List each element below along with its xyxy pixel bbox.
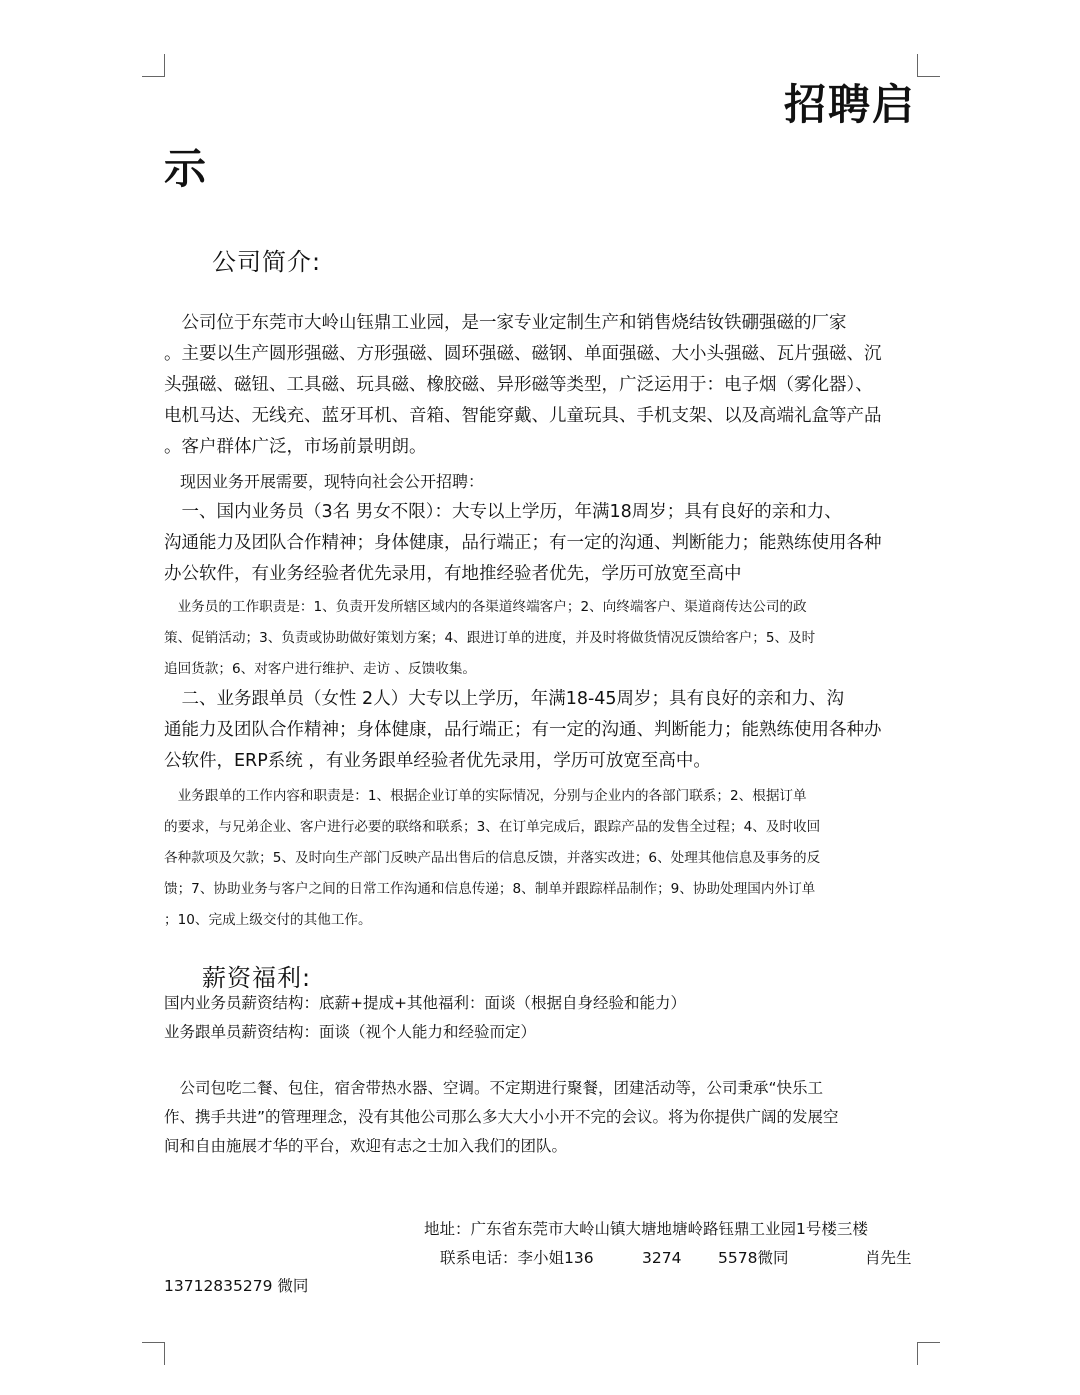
job2-line: 公软件，ERP系统 ，有业务跟单经验者优先录用，学历可放宽至高中。 [164, 751, 711, 771]
job1-duty-line: 策、促销活动；3、负责或协助做好策划方案；4、跟进订单的进度，并及时将做货情况反馈给客户；5、及时 [164, 630, 816, 646]
job1-line: 一、国内业务员（3名 男女不限）：大专以上学历，年满18周岁；具有良好的亲和力、 [164, 502, 842, 522]
second-contact-phone: 13712835279 微同 [164, 1277, 309, 1295]
job2-duty-line: 的要求，与兄弟企业、客户进行必要的联络和联系；3、在订单完成后，跟踪产品的发售全过程；4、及时收回 [164, 819, 821, 835]
intro-line: 头强磁、磁钮、工具磁、玩具磁、橡胶磁、异形磁等类型，广泛运用于：电子烟（雾化器）、 [164, 375, 873, 395]
job2-line: 二、业务跟单员（女性 2人）大专以上学历，年满18-45周岁；具有良好的亲和力、沟 [164, 689, 845, 709]
address-line: 地址：广东省东莞市大岭山镇大塘地塘岭路钰鼎工业园1号楼三楼 [424, 1220, 868, 1238]
recruit-notice-line: 现因业务开展需要，现特向社会公开招聘： [164, 472, 485, 491]
job2-duty-line: 各种款项及欠款；5、及时向生产部门反映产品出售后的信息反馈，并落实改进；6、处理其他信息及事务的反 [164, 850, 821, 866]
phone-end: 5578微同 [718, 1249, 789, 1267]
welfare-line: 间和自由施展才华的平台，欢迎有志之士加入我们的团队。 [164, 1137, 568, 1155]
second-contact-name: 肖先生 [865, 1249, 912, 1267]
intro-line: 。主要以生产圆形强磁、方形强磁、圆环强磁、磁钢、单面强磁、大小头强磁、瓦片强磁、沉 [164, 344, 882, 364]
job2-duty-line: 馈；7、协助业务与客户之间的日常工作沟通和信息传递；8、制单并跟踪样品制作；9、协助处理国内外订单 [164, 881, 816, 897]
job2-duty-line: ；10、完成上级交付的其他工作。 [164, 912, 372, 928]
welfare-line: 作、携手共进”的管理理念，没有其他公司那么多大大小小开不完的会议。将为你提供广阔的发展空 [164, 1108, 839, 1126]
phone-middle: 3274 [642, 1249, 682, 1267]
crop-mark-bottom-right [917, 1342, 940, 1365]
intro-line: 公司位于东莞市大岭山钰鼎工业园，是一家专业定制生产和销售烧结钕铁硼强磁的厂家 [164, 313, 847, 333]
crop-mark-bottom-left [142, 1342, 165, 1365]
intro-line: 电机马达、无线充、蓝牙耳机、音箱、智能穿戴、儿童玩具、手机支架、以及高端礼盒等产品 [164, 406, 882, 426]
welfare-line: 公司包吃二餐、包住，宿舍带热水器、空调。不定期进行聚餐，团建活动等，公司秉承“快乐工 [164, 1079, 824, 1097]
job1-line: 沟通能力及团队合作精神；身体健康，品行端正；有一定的沟通、判断能力；能熟练使用各种 [164, 533, 882, 553]
page-title-part-1: 招聘启 [784, 80, 917, 129]
job1-duty-line: 业务员的工作职责是：1、负责开发所辖区域内的各渠道终端客户；2、向终端客户、渠道商传达公司的政 [164, 599, 807, 615]
job1-line: 办公软件，有业务经验者优先录用，有地推经验者优先，学历可放宽至高中 [164, 564, 742, 584]
intro-heading: 公司简介: [212, 248, 322, 276]
phone-label: 联系电话：李小姐136 [440, 1249, 594, 1267]
job1-duty-line: 追回货款；6、对客户进行维护、走访 、反馈收集。 [164, 661, 477, 677]
salary-line: 国内业务员薪资结构：底薪+提成+其他福利：面谈（根据自身经验和能力） [164, 994, 686, 1012]
intro-line: 。客户群体广泛，市场前景明朗。 [164, 437, 427, 457]
crop-mark-top-left [142, 54, 165, 77]
crop-mark-top-right [917, 54, 940, 77]
job2-duty-line: 业务跟单的工作内容和职责是：1、根据企业订单的实际情况，分别与企业内的各部门联系；2、根据订单 [164, 788, 807, 804]
job2-line: 通能力及团队合作精神；身体健康，品行端正；有一定的沟通、判断能力；能熟练使用各种办 [164, 720, 882, 740]
page-title-part-2: 示 [164, 144, 207, 193]
salary-line: 业务跟单员薪资结构：面谈（视个人能力和经验而定） [164, 1023, 537, 1041]
benefits-heading: 薪资福利: [202, 964, 312, 992]
